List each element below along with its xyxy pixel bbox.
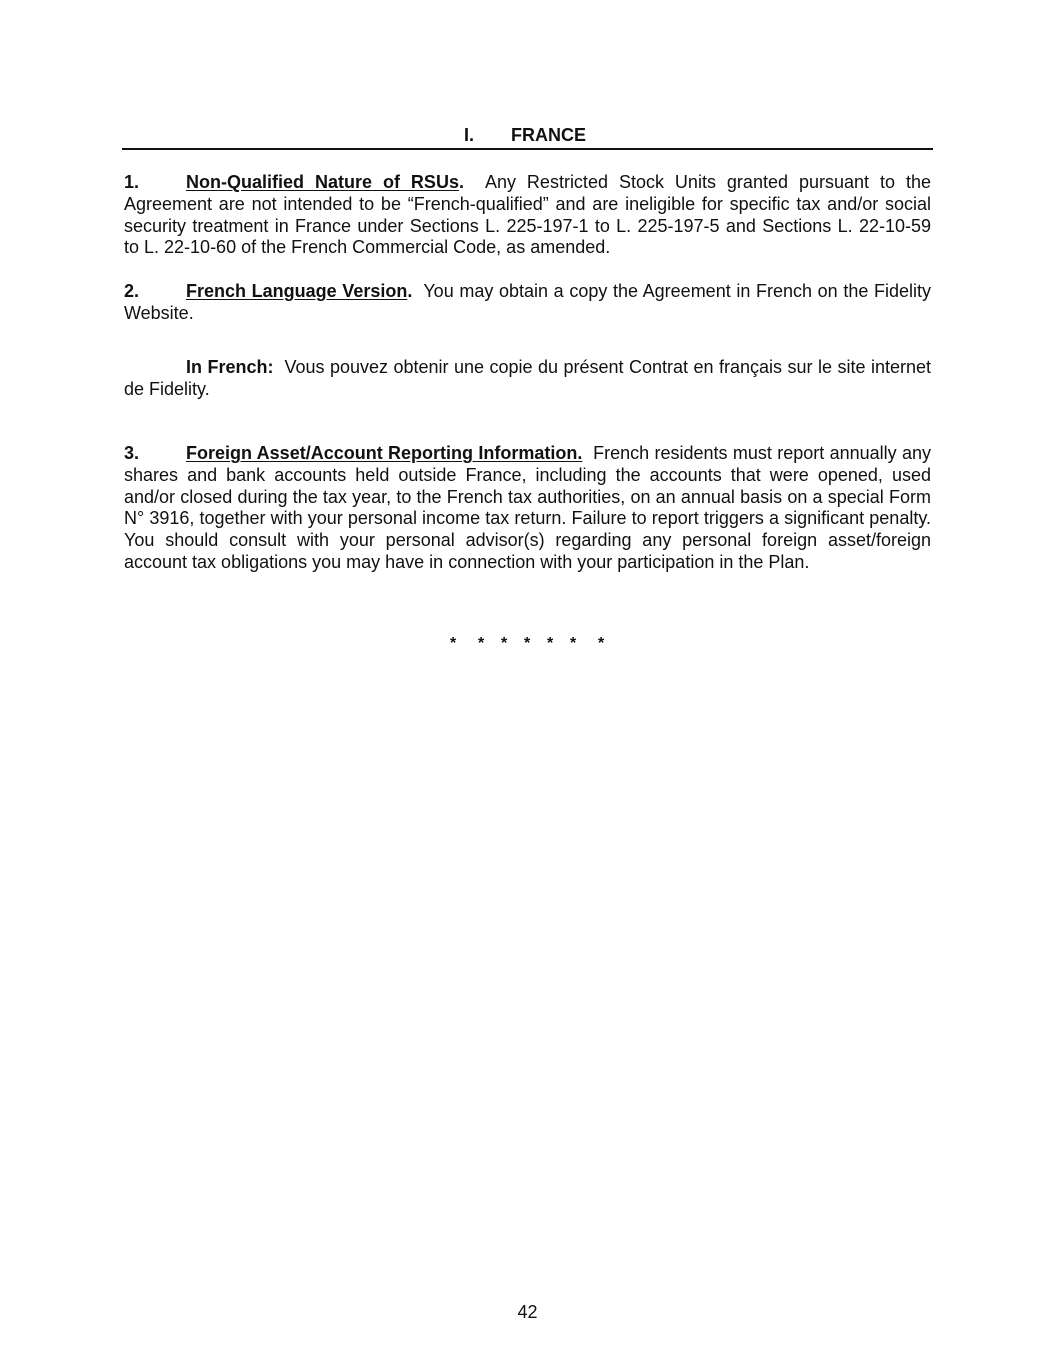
paragraph-label: Foreign Asset/Account Reporting Information. [186, 443, 583, 463]
separator-star: * [524, 635, 531, 652]
paragraph-number: 1. [124, 172, 140, 192]
paragraph-label: Non-Qualified Nature of RSUs [186, 172, 459, 192]
paragraph-number: 2. [124, 281, 140, 301]
paragraph-in-french [124, 357, 931, 401]
paragraph-non-qualified-rsus [124, 172, 931, 259]
section-heading [122, 124, 933, 150]
separator-star: * [450, 635, 457, 652]
separator-star: * [598, 635, 605, 652]
paragraph-label-punct: . [458, 172, 464, 192]
paragraph-foreign-asset-reporting [124, 443, 931, 574]
paragraph-text: Any Restricted Stock Units granted pursuant to the Agreement are not intended to be “French-qualified” and are ineligible for specific tax and/or social security treatment in France under Sections L. 225-197-1 to L. 225-197-5 and Sections L. 22-10-59 to L. 22-10-60 of the French Commercial Code, as amended. [124, 172, 931, 258]
paragraph-label-punct: . [407, 281, 413, 301]
paragraph-label: French Language Version [186, 281, 408, 301]
heading-title: FRANCE [511, 125, 586, 145]
separator-star: * [478, 635, 485, 652]
separator-star: * [570, 635, 577, 652]
separator-star: * [501, 635, 508, 652]
paragraph-label: In French: [186, 357, 274, 377]
heading-number: I. [464, 125, 475, 145]
paragraph-text: You may obtain a copy the Agreement in French on the Fidelity Website. [124, 281, 931, 323]
end-of-section-separator [440, 633, 620, 655]
paragraph-number: 3. [124, 443, 140, 463]
paragraph-text: Vous pouvez obtenir une copie du présent Contrat en français sur le site internet de Fidelity. [124, 357, 931, 399]
page-number: 42 [517, 1302, 538, 1322]
separator-star: * [547, 635, 554, 652]
paragraph-french-language-version [124, 281, 931, 325]
paragraph-text: French residents must report annually any shares and bank accounts held outside France, including the accounts that were opened, used and/or closed during the tax year, to the French tax authorities, on an annual basis on a special Form N° 3916, together with your personal income tax return. Failure to report triggers a significant penalty. You should consult with your personal advisor(s) regarding any personal foreign asset/foreign account tax obligations you may have in connection with your participation in the Plan. [124, 443, 931, 572]
